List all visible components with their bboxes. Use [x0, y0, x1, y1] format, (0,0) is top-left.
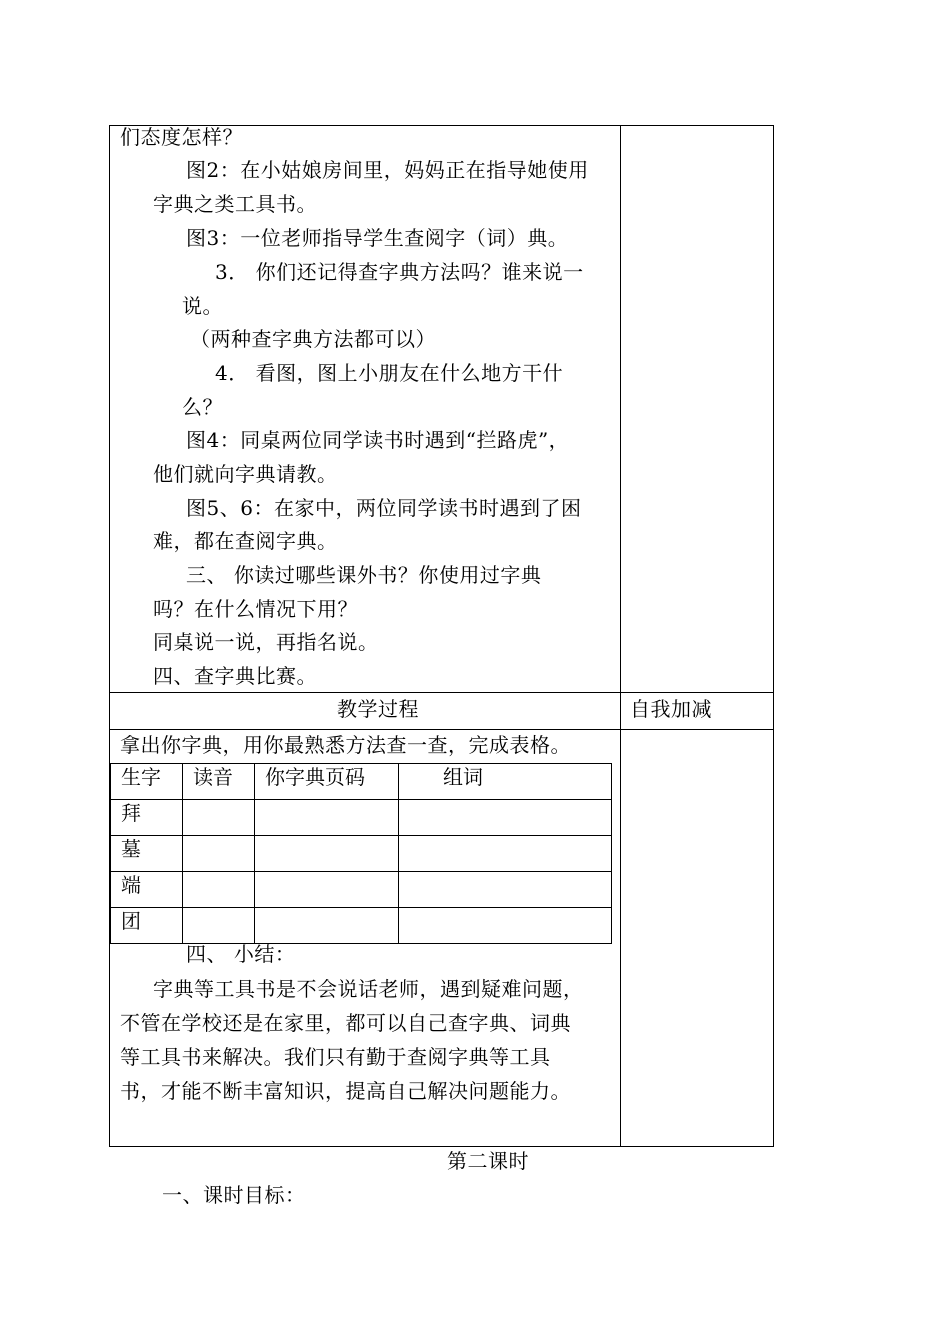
summary-title: 四、 小结： [186, 942, 296, 966]
text-line: 四、查字典比赛。 [153, 664, 317, 688]
pronunciation-cell[interactable] [183, 836, 255, 872]
summary-line: 不管在学校还是在家里，都可以自己查字典、词典 [120, 1011, 571, 1035]
header-row-bottom-border [109, 729, 773, 730]
column-header: 你字典页码 [255, 764, 399, 800]
table-row [111, 908, 612, 944]
text-line: 么？ [182, 395, 223, 419]
column-header: 组词 [399, 764, 612, 800]
text-line: 们态度怎样？ [120, 125, 243, 149]
pronunciation-cell[interactable] [183, 872, 255, 908]
header-row-top-border [109, 692, 773, 693]
exercise-instruction: 拿出你字典，用你最熟悉方法查一查，完成表格。 [120, 733, 571, 757]
lesson-objective-heading: 一、课时目标： [162, 1183, 306, 1207]
page-number-cell[interactable] [255, 908, 399, 944]
page-number-cell[interactable] [255, 836, 399, 872]
table-row [111, 800, 612, 836]
text-line: 3． 你们还记得查字典方法吗？谁来说一 [215, 260, 584, 284]
word-cell[interactable] [399, 872, 612, 908]
text-line: （两种查字典方法都可以） [190, 327, 436, 351]
character-cell: 端 [111, 872, 183, 908]
character-cell: 墓 [111, 836, 183, 872]
column-header: 读音 [183, 764, 255, 800]
dictionary-exercise-table [110, 763, 612, 944]
page-number-cell[interactable] [255, 800, 399, 836]
word-cell[interactable] [399, 908, 612, 944]
teaching-process-header: 教学过程 [337, 697, 419, 721]
text-line: 图4：同桌两位同学读书时遇到“拦路虎”， [186, 428, 570, 452]
summary-line: 字典等工具书是不会说话老师，遇到疑难问题， [153, 977, 584, 1001]
page-number-cell[interactable] [255, 872, 399, 908]
text-line: 他们就向字典请教。 [153, 462, 338, 486]
summary-line: 等工具书来解决。我们只有勤于查阅字典等工具 [120, 1045, 551, 1069]
character-cell: 团 [111, 908, 183, 944]
text-line: 字典之类工具书。 [153, 192, 317, 216]
character-cell: 拜 [111, 800, 183, 836]
lesson-title: 第二课时 [447, 1149, 529, 1173]
table-header-row [111, 764, 612, 800]
summary-line: 书，才能不断丰富知识，提高自己解决问题能力。 [120, 1079, 571, 1103]
table-row [111, 872, 612, 908]
text-line: 吗？在什么情况下用？ [153, 597, 358, 621]
text-line: 图2：在小姑娘房间里，妈妈正在指导她使用 [186, 158, 589, 182]
word-cell[interactable] [399, 836, 612, 872]
text-line: 4． 看图，图上小朋友在什么地方干什 [215, 361, 564, 385]
text-line: 图3：一位老师指导学生查阅字（词）典。 [186, 226, 569, 250]
text-line: 难，都在查阅字典。 [153, 529, 338, 553]
text-line: 图5、6：在家中，两位同学读书时遇到了困 [186, 496, 582, 520]
self-adjust-header: 自我加减 [630, 697, 712, 721]
pronunciation-cell[interactable] [183, 908, 255, 944]
table-row [111, 836, 612, 872]
word-cell[interactable] [399, 800, 612, 836]
text-line: 三、 你读过哪些课外书？你使用过字典 [186, 563, 542, 587]
text-line: 同桌说一说，再指名说。 [153, 630, 379, 654]
pronunciation-cell[interactable] [183, 800, 255, 836]
text-line: 说。 [182, 294, 223, 318]
column-header: 生字 [111, 764, 183, 800]
column-divider [620, 125, 621, 1146]
